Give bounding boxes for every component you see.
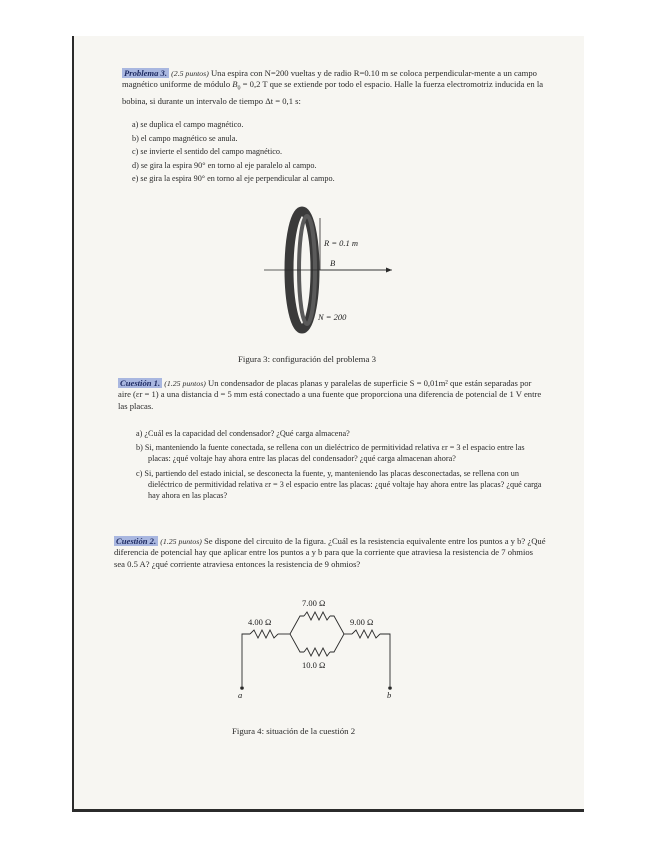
problem3-item-d: d) se gira la espira 90° en torno al eje paralelo al campo. xyxy=(132,160,317,170)
cuestion1-item-b: b) Si, manteniendo la fuente conectada, se rellena con un dieléctrico de permitividad relativa εr = 3 el espacio entre las placas: ¿qué voltaje hay ahora entre las placas del condensador? ¿qué carga almacenan ahora? xyxy=(136,443,525,464)
label-r2: 7.00 Ω xyxy=(302,598,326,608)
wire-lower-left xyxy=(290,634,304,652)
cuestion1-label: Cuestión 1. xyxy=(120,378,161,388)
wire-left xyxy=(242,634,250,686)
cuestion1-item-a: a) ¿Cuál es la capacidad del condensador? ¿Qué carga almacena? xyxy=(136,429,350,438)
problem3-item-c: c) se invierte el sentido del campo magnético. xyxy=(132,147,283,156)
problem3-item-e: e) se gira la espira 90° en torno al eje perpendicular al campo. xyxy=(132,174,335,183)
problem3-b0: B xyxy=(232,79,238,90)
problem3-statement xyxy=(122,68,546,107)
problem3-item-b: b) el campo magnético se anula. xyxy=(132,133,238,143)
cuestion2-statement xyxy=(114,536,546,570)
wire-right xyxy=(380,634,390,686)
turns-label: N = 200 xyxy=(318,312,347,322)
problem3-text-2: = 0,2 T que se extiende por todo el espacio. Halle la fuerza electromotriz inducida en la bobina, si durante un intervalo de tiempo Δt = 0,1 s: xyxy=(122,79,544,106)
wire-upper-right xyxy=(330,616,344,634)
cuestion2-points: (1.25 puntos) xyxy=(160,537,202,546)
problem3-items xyxy=(132,118,335,186)
label-r1: 4.00 Ω xyxy=(248,617,272,627)
label-node-a: a xyxy=(238,690,243,698)
figure4-caption: Figura 4: situación de la cuestión 2 xyxy=(232,726,356,736)
cuestion1-item-c: c) Si, partiendo del estado inicial, se desconecta la fuente, y, manteniendo las placas desconectadas, se rellena con un dieléctrico de permitividad relativa εr = 3 el espacio entre las placas: ¿qué voltaje hay ahora entre las placas? ¿qué carga hay ahora en las placas? xyxy=(136,468,542,501)
problem3-b0-sub: 0 xyxy=(237,86,241,93)
problem3-points: (2.5 puntos) xyxy=(171,69,209,78)
figure3-caption: Figura 3: configuración del problema 3 xyxy=(238,354,377,364)
exam-page xyxy=(72,36,584,812)
resistor-4 xyxy=(250,630,278,638)
cuestion1-points: (1.25 puntos) xyxy=(164,379,206,388)
label-node-b: b xyxy=(387,690,392,698)
resistor-7 xyxy=(304,612,330,620)
cuestion1-statement xyxy=(118,378,546,412)
coil-figure xyxy=(262,204,422,340)
resistor-9 xyxy=(352,630,380,638)
radius-label: R = 0.1 m xyxy=(324,238,359,248)
cuestion2-text: Se dispone del circuito de la figura. ¿Cuál es la resistencia equivalente entre los puntos a y b? ¿Qué diferencia de potencial hay que aplicar entre los puntos a y b para que la corriente que atraviesa la resistencia de 7 ohmios sea 0.5 A? ¿qué corriente atraviesa entonces la resistencia de 9 ohmios? xyxy=(114,536,546,569)
wire-lower-right xyxy=(330,634,344,652)
label-r3: 10.0 Ω xyxy=(302,660,326,670)
b-label: B xyxy=(330,258,336,268)
cuestion1-text: Un condensador de placas planas y paralelas de superficie S = 0,01m² que están separadas por aire (εr = 1) a una distancia d = 5 mm está conectado a una fuente que proporciona una diferencia de potencial de 1 V entre las placas. xyxy=(118,378,542,411)
problem3-label: Problema 3. xyxy=(124,68,167,78)
cuestion1-items xyxy=(136,428,544,504)
label-r4: 9.00 Ω xyxy=(350,617,374,627)
problem3-text-1: Una espira con N=200 vueltas y de radio R=0.10 m se coloca perpendicular-mente a un campo magnético uniforme de módulo xyxy=(122,68,537,90)
circuit-figure xyxy=(230,594,400,698)
cuestion2-label: Cuestión 2. xyxy=(116,536,157,546)
problem3-item-a: a) se duplica el campo magnético. xyxy=(132,120,244,129)
resistor-10 xyxy=(304,648,330,656)
wire-upper-left xyxy=(290,616,304,634)
b-field-arrowhead xyxy=(386,268,392,273)
